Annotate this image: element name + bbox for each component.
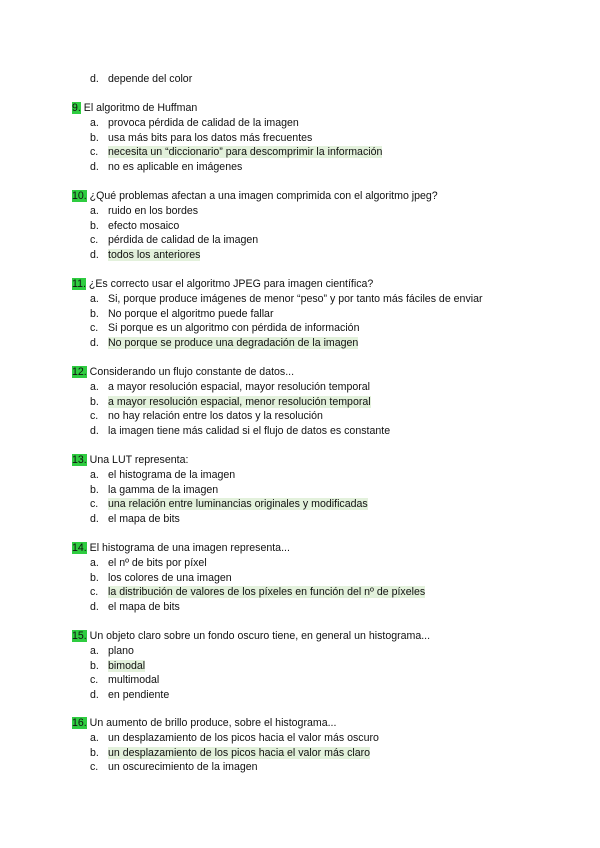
option-text: no es aplicable en imágenes [108,160,243,173]
option-text: la imagen tiene más calidad si el flujo de datos es constante [108,424,391,437]
option-text: el mapa de bits [108,600,180,613]
question-15 [72,629,572,702]
option-d [90,512,572,527]
option-letter: a. [90,117,99,129]
question-title [72,453,572,468]
option-letter: c. [90,586,99,599]
option-text: todos los anteriores [108,248,201,261]
options-list [72,468,572,526]
option-text: depende del color [108,73,193,85]
option-text: la distribución de valores de los píxeles en función del nº de píxeles [108,586,426,599]
option-text: efecto mosaico [108,219,180,232]
option-a [90,644,572,659]
option-letter: d. [90,688,99,701]
option-b [90,571,572,586]
option-letter: d. [90,512,99,525]
option-d [90,688,572,703]
question-title [72,277,572,292]
question-title [72,629,572,644]
question-9 [72,101,572,174]
option-letter: c. [90,674,99,687]
question-text: Una LUT representa: [86,454,189,466]
options-list [72,292,572,350]
option-letter: b. [90,746,99,759]
option-text: multimodal [108,674,160,687]
question-text: Un objeto claro sobre un fondo oscuro tiene, en general un histograma... [86,630,431,642]
question-number: 10. [72,190,87,202]
question-number: 14. [72,542,87,554]
option-letter: d. [90,160,99,173]
option-b [90,659,572,674]
question-16 [72,716,572,775]
option-text: No porque el algoritmo puede fallar [108,307,274,320]
question-number: 13. [72,454,87,466]
option-letter: b. [90,219,99,232]
option-letter: c. [90,761,99,774]
question-number: 16. [72,717,87,729]
option-letter: d. [90,336,99,349]
question-13 [72,453,572,526]
question-text: El algoritmo de Huffman [80,102,198,114]
option-b [90,219,572,234]
question-number: 11. [72,278,86,290]
option-letter: c. [90,146,99,159]
question-text: ¿Qué problemas afectan a una imagen comprimida con el algoritmo jpeg? [86,190,438,202]
option-text: pérdida de calidad de la imagen [108,234,259,247]
option-c [90,321,572,336]
option-text: una relación entre luminancias originales y modificadas [108,498,368,511]
option-c [90,760,572,775]
option-text: el histograma de la imagen [108,469,236,481]
question-text: El histograma de una imagen representa... [86,542,290,554]
option-letter: a. [90,732,99,744]
options-list [72,556,572,614]
option-letter: a. [90,205,99,217]
options-list [72,116,572,174]
option-letter: a. [90,645,99,657]
option-c [90,497,572,512]
option-text: plano [108,645,134,657]
option-b [90,746,572,761]
option-letter: c. [90,234,99,247]
question-title [72,101,572,116]
option-c [90,233,572,248]
options-list [72,204,572,262]
option-letter: d. [90,600,99,613]
option-text: el mapa de bits [108,512,180,525]
option-letter: d. [90,248,99,261]
option-b [90,395,572,410]
option-text: a mayor resolución espacial, menor resolución temporal [108,395,371,408]
question-10 [72,189,572,262]
option-text: bimodal [108,659,146,672]
question-number: 9. [72,102,81,114]
option-letter: b. [90,131,99,144]
options-list [72,644,572,702]
option-letter: c. [90,410,99,423]
option-letter: b. [90,571,99,584]
option-b [90,131,572,146]
option-letter: c. [90,498,99,511]
option-text: No porque se produce una degradación de la imagen [108,336,359,349]
option-text: los colores de una imagen [108,571,232,584]
option-a [90,380,572,395]
options-list [72,731,572,775]
option-letter: b. [90,659,99,672]
option-c [90,673,572,688]
question-number: 15. [72,630,87,642]
question-number: 12. [72,366,87,378]
option-text: no hay relación entre los datos y la resolución [108,410,323,423]
option-d [90,248,572,263]
option-letter: a. [90,557,99,569]
orphan-option [90,72,192,87]
option-a [90,556,572,571]
option-text: provoca pérdida de calidad de la imagen [108,117,299,129]
option-letter: b. [90,395,99,408]
option-b [90,307,572,322]
option-letter: d. [90,73,99,85]
question-11 [72,277,572,350]
option-letter: a. [90,381,99,393]
option-c [90,585,572,600]
question-text: Considerando un flujo constante de datos... [86,366,295,378]
option-text: la gamma de la imagen [108,483,219,496]
option-b [90,483,572,498]
option-a [90,204,572,219]
option-letter: a. [90,293,99,305]
option-text: un desplazamiento de los picos hacia el valor más oscuro [108,732,379,744]
option-text: en pendiente [108,688,170,701]
option-text: un desplazamiento de los picos hacia el valor más claro [108,746,371,759]
option-text: Si porque es un algoritmo con pérdida de información [108,322,360,335]
option-d [90,160,572,175]
question-text: Un aumento de brillo produce, sobre el histograma... [86,717,337,729]
option-text: Si, porque produce imágenes de menor “peso” y por tanto más fáciles de enviar [108,293,483,305]
option-text: usa más bits para los datos más frecuentes [108,131,313,144]
options-list [72,380,572,438]
option-letter: b. [90,307,99,320]
option-a [90,731,572,746]
option-text: a mayor resolución espacial, mayor resolución temporal [108,381,371,393]
option-text: un oscurecimiento de la imagen [108,761,258,774]
option-d [90,336,572,351]
question-14 [72,541,572,614]
question-12 [72,365,572,438]
question-title [72,189,572,204]
question-title [72,365,572,380]
option-text: ruido en los bordes [108,205,199,217]
question-title [72,716,572,731]
option-letter: d. [90,424,99,437]
option-d [90,600,572,615]
question-text: ¿Es correcto usar el algoritmo JPEG para imagen científica? [85,278,374,290]
question-title [72,541,572,556]
option-a [90,292,572,307]
option-letter: a. [90,469,99,481]
option-c [90,409,572,424]
option-a [90,468,572,483]
option-text: necesita un “diccionario” para descomprimir la información [108,146,383,159]
option-letter: b. [90,483,99,496]
option-c [90,145,572,160]
option-text: el nº de bits por píxel [108,557,207,569]
option-d [90,424,572,439]
option-letter: c. [90,322,99,335]
option-a [90,116,572,131]
